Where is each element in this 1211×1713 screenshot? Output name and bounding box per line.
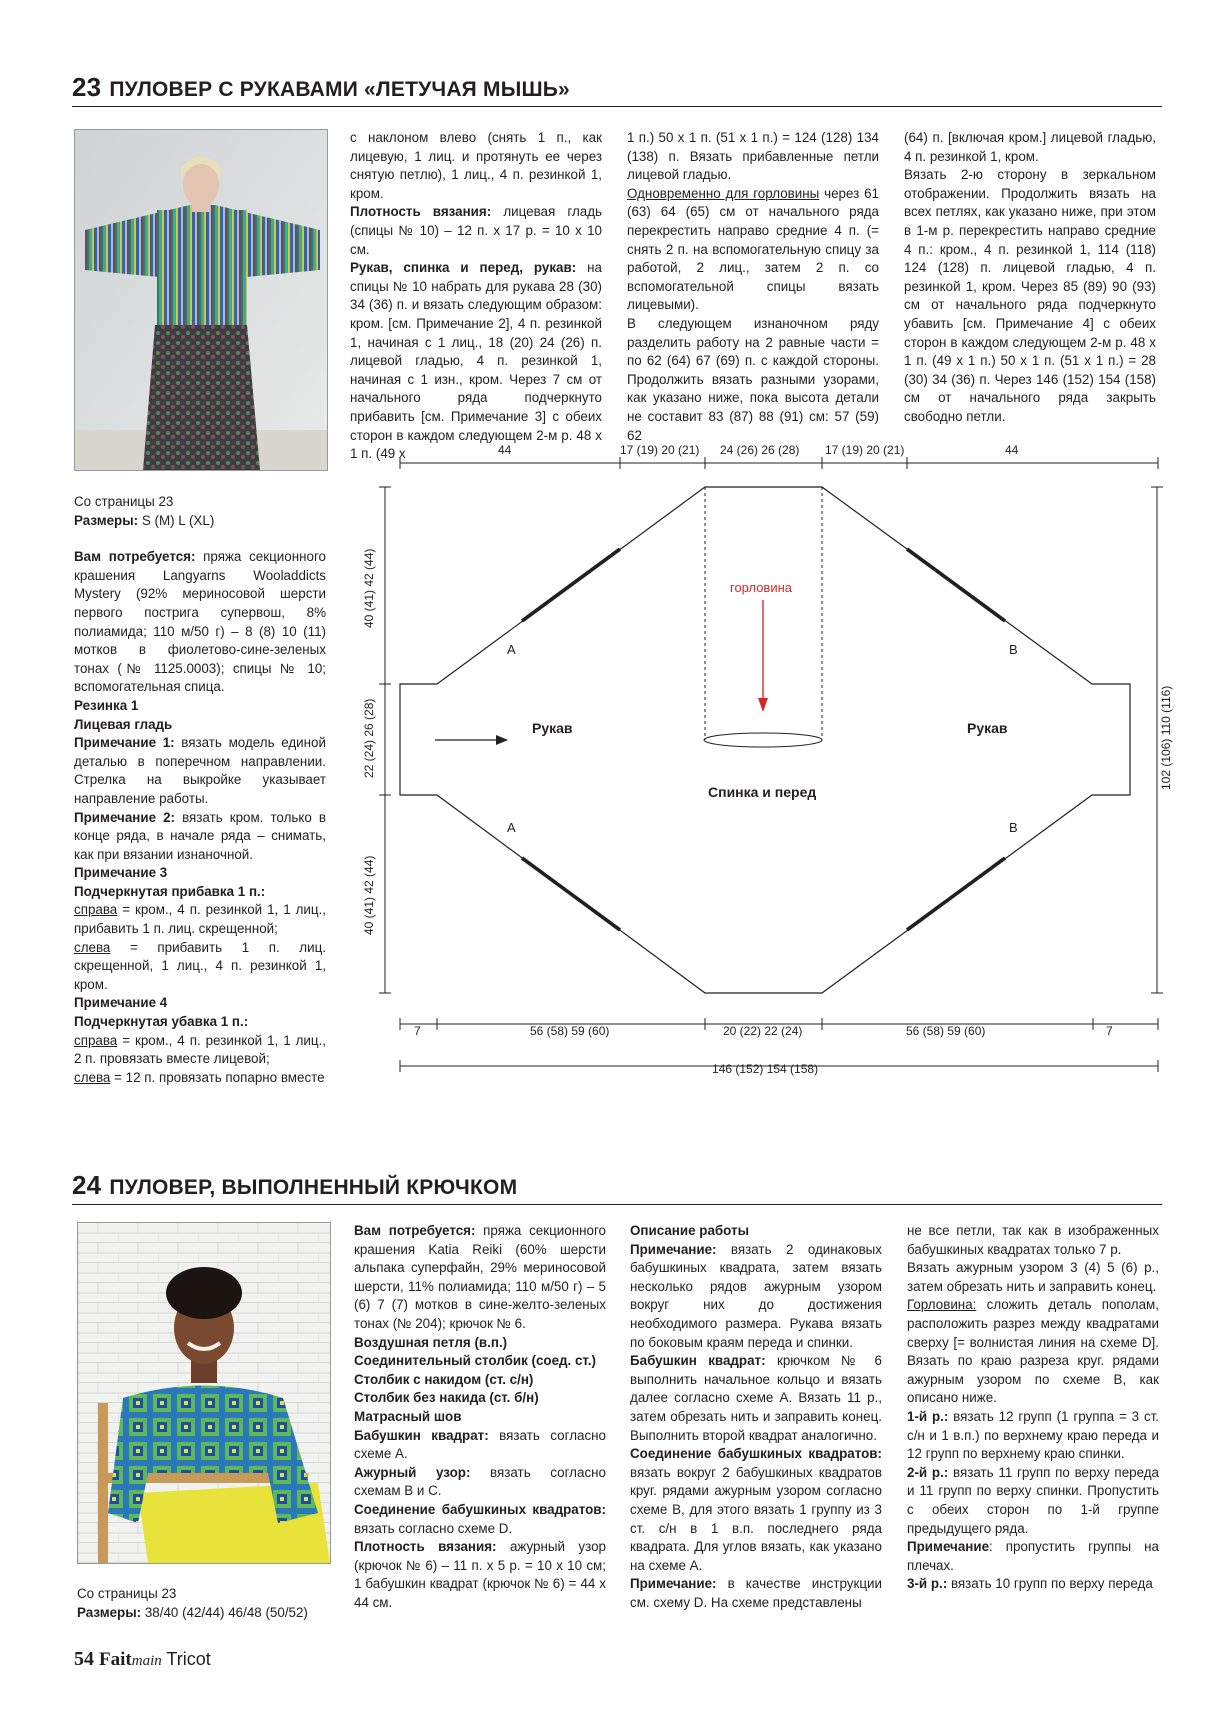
row1-label-24: 1-й р.: [907, 1408, 949, 1424]
gauge-24 [354, 1538, 606, 1612]
section-23-column-2 [350, 129, 602, 464]
sizes-label-23: Размеры: [74, 512, 139, 528]
col2-p1-23: с наклоном влево (снять 1 п., как лицевую, 1 лиц. и протянуть ее через снятую петлю), 1 лиц., 4 п. резинкой 1, кром. [350, 130, 602, 201]
section-24-column-2 [354, 1222, 606, 1612]
photo-bat-sleeve-pullover-image [75, 130, 327, 470]
granny-square-text-24: вязать согласно схеме A. [354, 1427, 606, 1462]
neckline-label-23: Одновременно для горловины [627, 185, 820, 201]
col4-p2-23: Вязать 2-ю сторону в зеркальном отображении. Продолжить вязать на всех петлях, как указано ниже, при этом в 1-м р. перекрестить направо средние 4 п.: кром., 4 п. резинкой 1, 114 (118) 124 (128) п. лицевой гладью, 4 п. резинкой 1, кром. Через 85 (89) 90 (93) см от начального ряда подчеркнуто убавить [см. Примечание 4] с обеих сторон в каждом следующем 2-м р. 48 х 1 п. (49 х 1 п.) 50 х 1 п. (51 х 1 п.) = 28 (30) 34 (36) п. Через 146 (152) 154 (158) см от начального ряда закрыть свободно петли. [904, 167, 1156, 424]
neckline-text-24: сложить деталь пополам, расположить разрез между квадратами сверху [= волнистая линия на схеме D]. Вязать по краю разреза круг. рядами ажурным узором по схеме B, как описано ниже. [907, 1297, 1159, 1406]
row2-text-24: вязать 11 групп по верху переда и 11 групп по верху спинки. Пропустить с обеих сторон по 1-й группе предыдущего ряда. [907, 1464, 1159, 1536]
note1-label-23: Примечание 1: [74, 735, 175, 751]
section-24-heading [72, 1170, 517, 1201]
page-footer [74, 1648, 211, 1671]
sleeve-back-front-text-23: на спицы № 10 набрать для рукава 28 (30) 34 (36) п. и вязать следующим образом: кром. [см. Примечание 2], 4 п. резинкой 1, начиная с 1 лиц., 18 (20) 24 (26) п. лицевой гладью, 4 п. резинкой 1, начиная с 1 изн., кром. Через 7 см от начального ряда подчеркнуто прибавить [см. Примечание 3] с обеих сторон в каждом следующем 2-м р. 48 х 1 п. (49 х [350, 260, 602, 462]
increase-left-label-23: слева [74, 939, 111, 955]
garment-outline [400, 487, 1130, 993]
brand-tricot: Tricot [166, 1649, 211, 1669]
increase-left-text-23: = прибавить 1 п. лиц. скрещенной, 1 лиц., 4 п. резинкой 1, кром. [74, 939, 326, 992]
increase-left-23 [74, 939, 326, 995]
dim-left-mid: 22 (24) 26 (28) [362, 698, 376, 778]
direction-arrow-head [496, 735, 508, 745]
rib-edge-a-upper [522, 549, 620, 621]
section-24-rule [72, 1204, 1162, 1205]
increase-heading-23: Подчеркнутая прибавка 1 п.: [74, 883, 266, 899]
row2-label-24: 2-й р.: [907, 1464, 949, 1480]
neckline-label-24: Горловина: [907, 1297, 977, 1313]
decrease-right-23 [74, 1032, 326, 1069]
granny-square-instr-label-24: Бабушкин квадрат: [630, 1353, 766, 1369]
section-24-column-4 [907, 1222, 1159, 1594]
section-24-left-column [77, 1585, 329, 1622]
term-slip-stitch: Соединительный столбик (соед. ст.) [354, 1353, 596, 1369]
neckline-arrow-head [758, 698, 768, 712]
brand-fait: Fait [99, 1649, 132, 1670]
term-mattress-seam: Матрасный шов [354, 1408, 462, 1424]
term-double-crochet: Столбик с накидом (ст. с/н) [354, 1371, 534, 1387]
join-squares-text-24: вязать согласно схеме D. [354, 1520, 513, 1536]
note2-24 [630, 1575, 882, 1612]
row2-24 [907, 1464, 1159, 1538]
marker-a-lower: A [507, 820, 516, 835]
note1-text-23: вязать модель единой деталью в поперечном направлении. Стрелка на выкройке указывает направление работы. [74, 735, 326, 806]
rib-stitch-23: Резинка 1 [74, 697, 139, 713]
granny-square-label-24: Бабушкин квадрат: [354, 1427, 489, 1443]
row3-24 [907, 1575, 1159, 1594]
note2-label-24: Примечание: [630, 1576, 717, 1592]
term-single-crochet: Столбик без накида (ст. б/н) [354, 1390, 539, 1406]
lace-pattern-label-24: Ажурный узор: [354, 1464, 471, 1480]
sizes-24 [77, 1604, 329, 1623]
dim-bottom-56-left: 56 (58) 59 (60) [530, 1024, 610, 1038]
note4-23: Примечание 4 [74, 995, 168, 1011]
neckline-24 [907, 1296, 1159, 1408]
pattern-schematic [340, 430, 1170, 1100]
body-label: Спинка и перед [708, 784, 817, 800]
sleeve-label-right: Рукав [967, 720, 1008, 736]
row1-24 [907, 1408, 1159, 1464]
gauge-text-23: лицевая гладь (спицы № 10) – 12 п. х 17 р. = 10 х 10 см. [350, 204, 602, 257]
decrease-right-label-23: справа [74, 1032, 118, 1048]
rib-edge-b-lower [907, 858, 1005, 930]
dim-top-17-left: 17 (19) 20 (21) [620, 443, 700, 457]
dim-top-44-right: 44 [1005, 443, 1019, 457]
gauge-text-24: ажурный узор (крючок № 6) – 11 п. х 5 р. = 10 х 10 см; 1 бабушкин квадрат (крючок № 6) = 44 х 44 см. [354, 1539, 606, 1610]
section-23-rule [72, 106, 1162, 107]
stockinette-stitch-23: Лицевая гладь [74, 716, 173, 732]
section-23-heading [72, 72, 570, 103]
neckline-text-23: через 61 (63) 64 (65) см от начального ряда перекрестить направо средние 4 п. (= снять 2 п. на вспомогательную спицу за работой, 2 лиц., затем 2 п. со вспомогательной спицы вязать лицевыми). [627, 185, 880, 313]
granny-square-24 [354, 1427, 606, 1464]
section-24-number: 24 [72, 1170, 102, 1200]
dim-right-total: 102 (106) 110 (116) [1159, 685, 1173, 790]
increase-right-23 [74, 901, 326, 938]
materials-text-24: пряжа секционного крашения Katia Reiki (60% шерсти альпака суперфайн, 29% мериносовой шерсти, 11% полиамида; 110 м/50 г) – 5 (6) 7 (7) мотков в сине-желто-зеленых тонах (№ 204); крючок № 6. [354, 1223, 606, 1331]
sizes-value-24: 38/40 (42/44) 46/48 (50/52) [144, 1604, 308, 1620]
join-instr-text-24: вязать вокруг 2 бабушкиных квадратов круг. рядами ажурным узором согласно схеме B, для этого вязать 1 группу из 3 ст. с/н в 1 в.п. последнего ряда квадрата. Для углов вязать, как указано на схеме A. [630, 1464, 882, 1573]
dim-bottom-20: 20 (22) 22 (24) [723, 1024, 803, 1038]
dim-bottom-7-right: 7 [1106, 1024, 1113, 1038]
note1-23 [74, 734, 326, 808]
section-24-title: ПУЛОВЕР, ВЫПОЛНЕННЫЙ КРЮЧКОМ [109, 1176, 518, 1199]
join-instr-24 [630, 1445, 882, 1575]
col4-p2-24: Вязать ажурным узором 3 (4) 5 (6) р., затем обрезать нить и заправить конец. [907, 1260, 1159, 1294]
gauge-label-23: Плотность вязания: [350, 204, 492, 220]
work-description-heading: Описание работы [630, 1223, 750, 1238]
dim-top-17-right: 17 (19) 20 (21) [825, 443, 905, 457]
sizes-value-23: S (M) L (XL) [141, 512, 215, 528]
brand-main: main [131, 1653, 162, 1669]
dim-top-44-left: 44 [498, 443, 512, 457]
note-label-24: Примечание: [630, 1241, 717, 1257]
dim-bottom-7-left: 7 [414, 1024, 421, 1038]
shoulder-note-text-24: : пропустить группы на плечах. [907, 1539, 1159, 1573]
col4-p1-23: (64) п. [включая кром.] лицевой гладью, 4 п. резинкой 1, кром. [904, 130, 1156, 164]
note2-text-23: вязать кром. только в конце ряда, в начале ряда – снимать, как при вязании изнаночной. [74, 809, 326, 862]
from-page-23: Со страницы 23 [74, 494, 174, 509]
decrease-left-text-23: = 12 п. провязать попарно вместе [110, 1069, 325, 1085]
photo-bat-sleeve-pullover [74, 129, 328, 471]
sizes-label-24: Размеры: [77, 1604, 142, 1620]
marker-b-upper: B [1009, 642, 1018, 657]
shoulder-note-label-24: Примечание [907, 1539, 990, 1555]
dim-top-24: 24 (26) 26 (28) [720, 443, 800, 457]
decrease-left-label-23: слева [74, 1069, 111, 1085]
materials-label-24: Вам потребуется: [354, 1223, 476, 1238]
rib-edge-b-upper [907, 549, 1005, 621]
materials-23 [74, 548, 326, 697]
join-squares-label-24: Соединение бабушкиных квадратов: [354, 1501, 606, 1517]
neckline-instr-23 [627, 185, 879, 315]
granny-square-instr-24 [630, 1352, 882, 1445]
row3-label-24: 3-й р.: [907, 1576, 948, 1592]
photo-crochet-pullover-image [78, 1223, 330, 1563]
dim-bottom-56-right: 56 (58) 59 (60) [906, 1024, 986, 1038]
term-chain: Воздушная петля (в.п.) [354, 1334, 508, 1350]
sizes-23 [74, 512, 326, 531]
join-instr-label-24: Соединение бабушкиных квадратов: [630, 1446, 882, 1462]
marker-a-upper: A [507, 642, 516, 657]
note2-label-23: Примечание 2: [74, 809, 175, 825]
join-squares-24 [354, 1501, 606, 1538]
note-24 [630, 1241, 882, 1353]
materials-text-23: пряжа секционного крашения Langyarns Wooladdicts Mystery (92% мериносовой шерсти первого пострига супервош, 8% полиамида; 110 м/50 г) – 8 (8) 10 (11) мотков в фиолетово-сине-зеленых тонах (№ 1125.0003); спицы № 10; вспомогательная спица. [74, 549, 326, 695]
dim-bottom-total: 146 (152) 154 (158) [712, 1062, 819, 1076]
col4-p1-24: не все петли, так как в изображенных бабушкиных квадратах только 7 р. [907, 1223, 1159, 1257]
section-23-column-3 [627, 129, 879, 445]
rib-edge-a-lower [522, 858, 620, 930]
page-number: 54 [74, 1648, 94, 1670]
increase-right-label-23: справа [74, 902, 118, 918]
sleeve-back-front-label-23: Рукав, спинка и перед, рукав: [350, 260, 577, 276]
materials-label-23: Вам потребуется: [74, 549, 196, 565]
marker-b-lower: B [1009, 820, 1018, 835]
gauge-label-24: Плотность вязания: [354, 1539, 497, 1555]
gauge-23 [350, 203, 602, 259]
section-23-number: 23 [72, 72, 102, 102]
col3-p3-23: В следующем изнаночном ряду разделить работу на 2 равные части = по 62 (64) 67 (69) п. с каждой стороны. Продолжить вязать разными узорами, как указано ниже, пока высота детали не составит 83 (87) 88 (91) см: 57 (59) 62 [627, 315, 879, 443]
note2-text-24: в качестве инструкции см. схему D. На схеме представлены [630, 1576, 882, 1610]
lace-pattern-24 [354, 1464, 606, 1501]
materials-24 [354, 1222, 606, 1334]
dim-left-lower: 40 (41) 42 (44) [362, 855, 376, 935]
increase-right-text-23: = кром., 4 п. резинкой 1, 1 лиц., прибавить 1 п. лиц. скрещенной; [74, 902, 326, 937]
shoulder-note-24 [907, 1538, 1159, 1575]
row3-text-24: вязать 10 групп по верху переда [947, 1576, 1153, 1592]
photo-crochet-pullover [77, 1222, 331, 1564]
note3-23: Примечание 3 [74, 865, 168, 881]
lace-pattern-text-24: вязать согласно схемам B и C. [354, 1464, 606, 1499]
neckline-opening [704, 733, 822, 747]
col3-p1-23: 1 п.) 50 х 1 п. (51 х 1 п.) = 124 (128) 134 (138) п. Вязать прибавленные петли лицевой гладью. [627, 130, 879, 183]
section-23-left-column [74, 493, 326, 1087]
section-24-column-3 [630, 1222, 882, 1612]
section-23-title: ПУЛОВЕР С РУКАВАМИ «ЛЕТУЧАЯ МЫШЬ» [109, 78, 570, 101]
section-23-column-4 [904, 129, 1156, 427]
neckline-label: горловина [730, 580, 793, 595]
granny-square-instr-text-24: крючком № 6 выполнить начальное кольцо и вязать далее согласно схеме A. Вязать 11 р., затем обрезать нить и заправить конец. Выполнить второй квадрат аналогично. [630, 1353, 882, 1443]
from-page-24: Со страницы 23 [77, 1586, 177, 1601]
note2-23 [74, 809, 326, 865]
decrease-right-text-23: = кром., 4 п. резинкой 1, 1 лиц., 2 п. провязать вместе лицевой; [74, 1032, 326, 1067]
sleeve-label-left: Рукав [532, 720, 573, 736]
row1-text-24: вязать 12 групп (1 группа = 3 ст. с/н и 1 в.п.) по верхнему краю переда и 12 групп по верхнему краю спинки. [907, 1408, 1160, 1462]
note-text-24: вязать 2 одинаковых бабушкиных квадрата, затем вязать несколько рядов ажурным узором вокруг них до достижения необходимого размера. Рукава вязать по боковым краям переда и спинки. [630, 1241, 882, 1350]
decrease-left-23 [74, 1069, 326, 1088]
dim-left-upper: 40 (41) 42 (44) [362, 548, 376, 628]
decrease-heading-23: Подчеркнутая убавка 1 п.: [74, 1014, 249, 1030]
